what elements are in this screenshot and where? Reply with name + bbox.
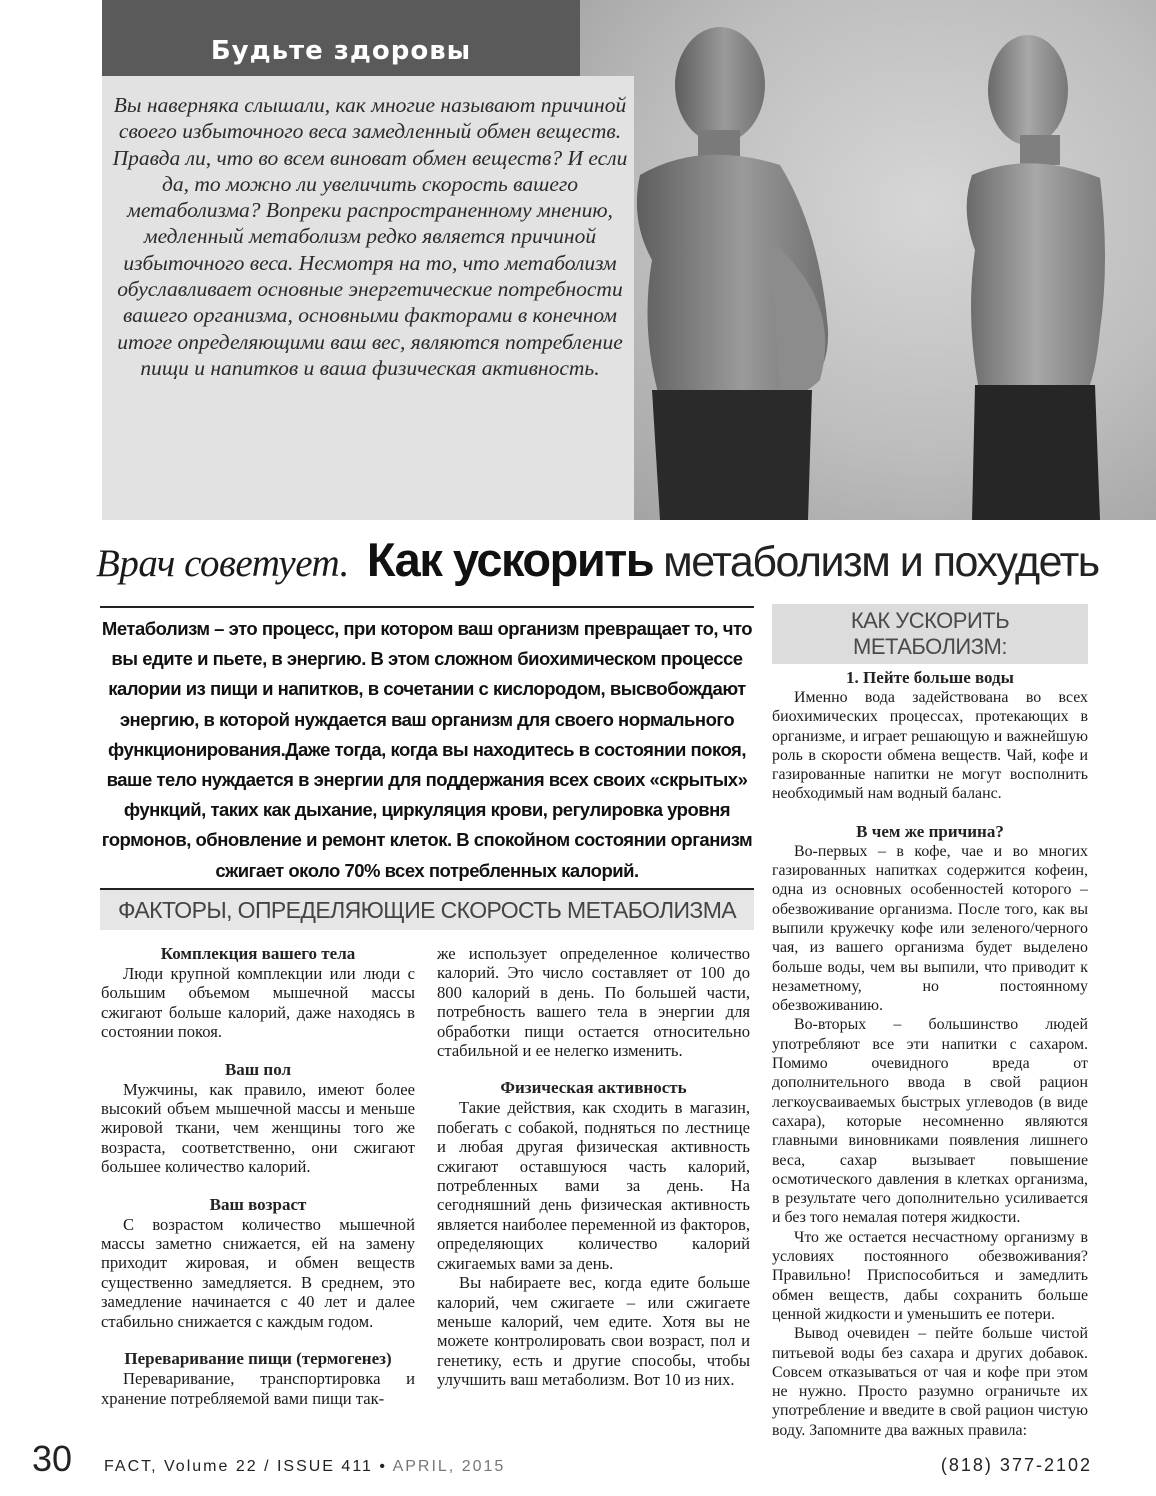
sex-heading: Ваш пол [224,1059,292,1079]
why-text-2: Во-вторых – большинство людей употребляют все эти напитки с сахаром. Помимо очевидного вреда от дополнительного ввода в свой рацион легкоусваиваемых быстрых углеводов (в виде сахара), которые несомненно являются главными виновниками появления лишнего веса, сахар вызывает повышение осмотического давления в клетках организма, в результате чего дополнительно усиливается и без того немалая потеря жидкости. [772,1016,1088,1227]
lead-paragraph: Метаболизм – это процесс, при котором ваш организм превращает то, что вы едите и пьете, в энергию. В этом сложном биохимическом процессе калории из пищи и напитков, в сочетании с кислородом, высвобождают энергию, в которой нуждается ваш организм для своего нормального функционирования.Даже тогда, когда вы находитесь в состоянии покоя, ваше тело нуждается в энергии для поддержания всех своих «скрытых» функций, таких как дыхание, циркуляция крови, регулировка уровня гормонов, обновление и ремонт клеток. В спокойном состоянии организм сжигает около 70% всех потребленных калорий. [101,618,753,881]
column-3 [772,668,1088,1440]
age-text: С возрастом количество мышечной массы заметно снижается, ей на замену приходит жировая, и обмен веществ существенно замедляется. В среднем, это замедление начинается с 40 лет и далее стабильно снижается с каждым годом. [101,1214,415,1331]
body-type-heading: Комплекция вашего тела [160,944,356,963]
before-after-photo [580,0,1156,520]
lead-divider [100,606,754,608]
intro-text: Вы наверняка слышали, как многие называют причиной своего избыточного веса замедленный обмен веществ. Правда ли, что во всем виноват обмен веществ? И если да, то можно ли увеличить скорость вашего метаболизма? Вопреки распространенному мнению, медленный метаболизм редко является причиной избыточного веса. Несмотря на то, что метаболизм обуславливает основные энергетические потребности вашего организма, основными факторами в конечном итоге определяющими ваш вес, являются потребление пищи и напитков и ваша физическая активность. [112,93,628,380]
why-heading: В чем же причина? [856,821,1004,841]
activity-text-2: Вы набираете вес, когда едите больше калорий, чем сжигаете – или сжигаете меньше калорий, чем едите. Хотя вы не можете контролировать свои возраст, пол и генетику, есть и другие способы, чтобы улучшить ваш метаболизм. Вот 10 из них. [437,1273,750,1390]
volume-issue: Volume 22 / ISSUE 411 [164,1458,373,1475]
why-text-1: Во-первых – в кофе, чае и во многих газированных напитках содержится кофеин, одна из основных особенностей которого – обезвоживание организма. После того, как вы выпили кружечку кофе или зеленого/черного чая, из вашего организма будет выделено больше воды, чем вы выпили, что приводит к незаметному, но постоянному обезвоживанию. [772,842,1088,1015]
column-2 [437,944,750,1390]
activity-heading: Физическая активность [500,1078,687,1098]
headline-bold: Как ускорить [366,533,654,586]
magazine-info [104,1458,505,1476]
digestion-heading: Переваривание пищи (термогенез) [124,1349,392,1369]
digestion-text-cont: же использует определенное количество калорий. Это число составляет от 100 до 800 калорий в день. По большей части, потребность вашего тела в энергии для обработки пищи остается относительно стабильной и ее нелегко изменить. [437,944,750,1061]
column-1 [101,944,415,1408]
why-text-4: Вывод очевиден – пейте больше чистой питьевой воды без сахара и других добавок. Совсем отказываться от чая и кофе при этом не нужно. Просто разумно ограничьте их употребление и введите в свой рацион чистую воду. Запомните два важных правила: [772,1325,1088,1439]
sex-text: Мужчины, как правило, имеют более высокий объем мышечной массы и меньше жировой ткани, чем женщины того же возраста, соответственно, они сжигают большее количество калорий. [101,1079,415,1177]
why-text-3: Что же остается несчастному организму в условиях постоянного обезвоживания? Правильно! Приспособиться и замедлить обмен веществ, дабы сохранить больше ценной жидкости и уменьшить ее потери. [772,1228,1088,1323]
tip1-text: Именно вода задействована во всех биохимических процессах, протекающих в организме, и играет решающую и важнейшую роль в скорости обмена веществ. Чай, кофе и газированные напитки не могут восполнить необходимый нам водный баланс. [772,689,1088,803]
page-number: 30 [32,1438,73,1479]
overweight-man-figure [637,27,828,520]
article-headline [96,532,1136,596]
page-footer [32,1438,1092,1478]
age-heading: Ваш возраст [209,1194,307,1214]
activity-text-1: Такие действия, как сходить в магазин, побегать с собакой, подняться по лестнице и любая другая физическая активность сжигают оставшуюся часть калорий, потребленных вами за день. На сегодняшний день физическая активность является наиболее переменной из факторов, определяющих количество калорий сжигаемых вами за день. [437,1098,750,1273]
men-profile-illustration [580,0,1156,520]
factors-heading: ФАКТОРЫ, ОПРЕДЕЛЯЮЩИЕ СКОРОСТЬ МЕТАБОЛИЗМА [100,890,754,930]
bullet-separator: • [379,1458,387,1475]
issue-date: APRIL, 2015 [392,1458,506,1475]
headline-rest: метаболизм и похудеть [663,538,1099,586]
digestion-text: Переваривание, транспортировка и хранение потребляемой вами пищи так- [101,1369,415,1408]
section-title: Будьте здоровы [102,0,580,76]
magazine-name: FACT, [104,1458,158,1475]
phone-number: (818) 377-2102 [940,1455,1092,1475]
fit-man-figure [967,35,1105,520]
sidebar-heading: КАК УСКОРИТЬ МЕТАБОЛИЗМ: [772,604,1088,664]
tip1-heading: 1. Пейте больше воды [846,668,1014,687]
headline-kicker: Врач советует. [96,542,349,585]
body-type-text: Люди крупной комплекции или люди с большим объемом мышечной массы сжигают больше калорий, даже находясь в состоянии покоя. [101,964,415,1042]
